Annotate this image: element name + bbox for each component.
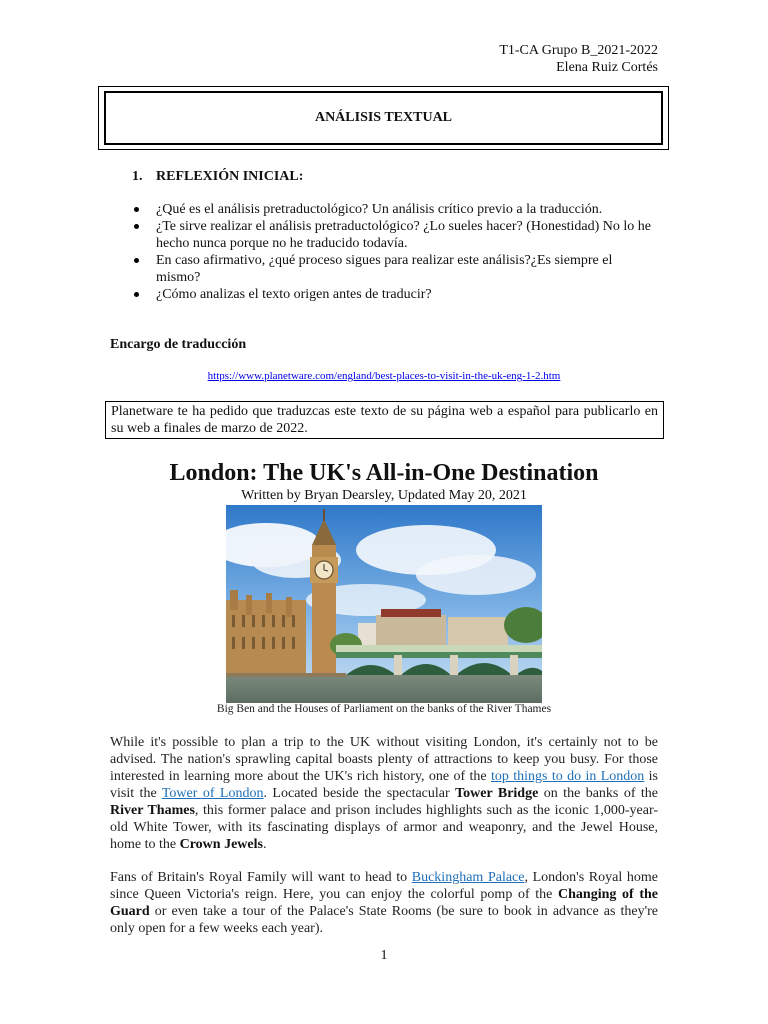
link-tower-of-london[interactable]: Tower of London bbox=[161, 786, 264, 801]
section-title: REFLEXIÓN INICIAL: bbox=[156, 169, 304, 184]
link-top-things-london[interactable]: top things to do in London bbox=[491, 769, 645, 784]
title-frame bbox=[98, 86, 669, 150]
para2-text: , London's Royal home since Queen Victoria's reign. Here, you can enjoy the colorful pomp of the bbox=[110, 870, 658, 902]
encargo-heading: Encargo de traducción bbox=[110, 337, 247, 352]
para1-text: . bbox=[262, 837, 267, 852]
source-url-line bbox=[0, 370, 768, 382]
bold-river-thames: River Thames bbox=[110, 803, 195, 818]
page-number: 1 bbox=[380, 948, 388, 963]
para1-text: , this former palace and prison includes highlights such as the iconic 1,000-year-old White Tower, with its fascinating displays of armor and weaponry, and the Jewel House, home to the bbox=[110, 803, 658, 852]
big-ben-photo bbox=[226, 505, 542, 703]
section-heading bbox=[132, 169, 303, 185]
article-paragraph-1 bbox=[110, 734, 658, 853]
source-url-link[interactable]: https://www.planetware.com/england/best-places-to-visit-in-the-uk-eng-1-2.htm bbox=[207, 370, 561, 382]
bold-crown-jewels: Crown Jewels bbox=[179, 837, 263, 852]
para2-text: Fans of Britain's Royal Family will want to head to bbox=[110, 870, 412, 885]
translation-brief: Planetware te ha pedido que traduzcas este texto de su página web a español para publicarlo en su web a finales de marzo de 2022. bbox=[105, 401, 664, 439]
para1-text: . Located beside the spectacular bbox=[263, 786, 456, 801]
article-title: London: The UK's All-in-One Destination bbox=[169, 460, 599, 486]
article-byline: Written by Bryan Dearsley, Updated May 20, 2021 bbox=[241, 488, 527, 503]
question-item: ¿Te sirve realizar el análisis pretraductológico? ¿Lo sueles hacer? (Honestidad) No lo he hecho nunca porque no he traducido todavía. bbox=[132, 218, 652, 252]
page-header bbox=[499, 42, 658, 76]
section-number: 1. bbox=[132, 169, 143, 184]
bold-changing-guard: Changing of the Guard bbox=[110, 887, 659, 919]
link-buckingham-palace[interactable]: Buckingham Palace bbox=[411, 870, 525, 885]
document-title: ANÁLISIS TEXTUAL bbox=[104, 91, 663, 145]
header-course: T1-CA Grupo B_2021-2022 bbox=[499, 43, 658, 58]
question-item: ¿Cómo analizas el texto origen antes de traducir? bbox=[132, 286, 652, 303]
question-item: En caso afirmativo, ¿qué proceso sigues para realizar este análisis?¿Es siempre el mismo? bbox=[132, 252, 652, 286]
para1-text: on the banks of the bbox=[538, 786, 659, 801]
bold-tower-bridge: Tower Bridge bbox=[455, 786, 539, 801]
header-author: Elena Ruiz Cortés bbox=[556, 60, 658, 75]
reflection-questions bbox=[132, 201, 652, 303]
para1-text: While it's possible to plan a trip to the UK without visiting London, it's certainly not to be advised. The nation's sprawling capital boasts plenty of attractions to keep you busy. For those interested in learning more about the UK's rich history, one of the bbox=[110, 735, 658, 784]
question-item: ¿Qué es el análisis pretraductológico? Un análisis crítico previo a la traducción. bbox=[132, 201, 652, 218]
para2-text: or even take a tour of the Palace's State Rooms (be sure to book in advance as they're only open for a few weeks each year). bbox=[110, 904, 658, 936]
photo-caption: Big Ben and the Houses of Parliament on the banks of the River Thames bbox=[216, 703, 552, 715]
article-paragraph-2 bbox=[110, 869, 658, 937]
para1-text: is visit the bbox=[110, 769, 659, 801]
